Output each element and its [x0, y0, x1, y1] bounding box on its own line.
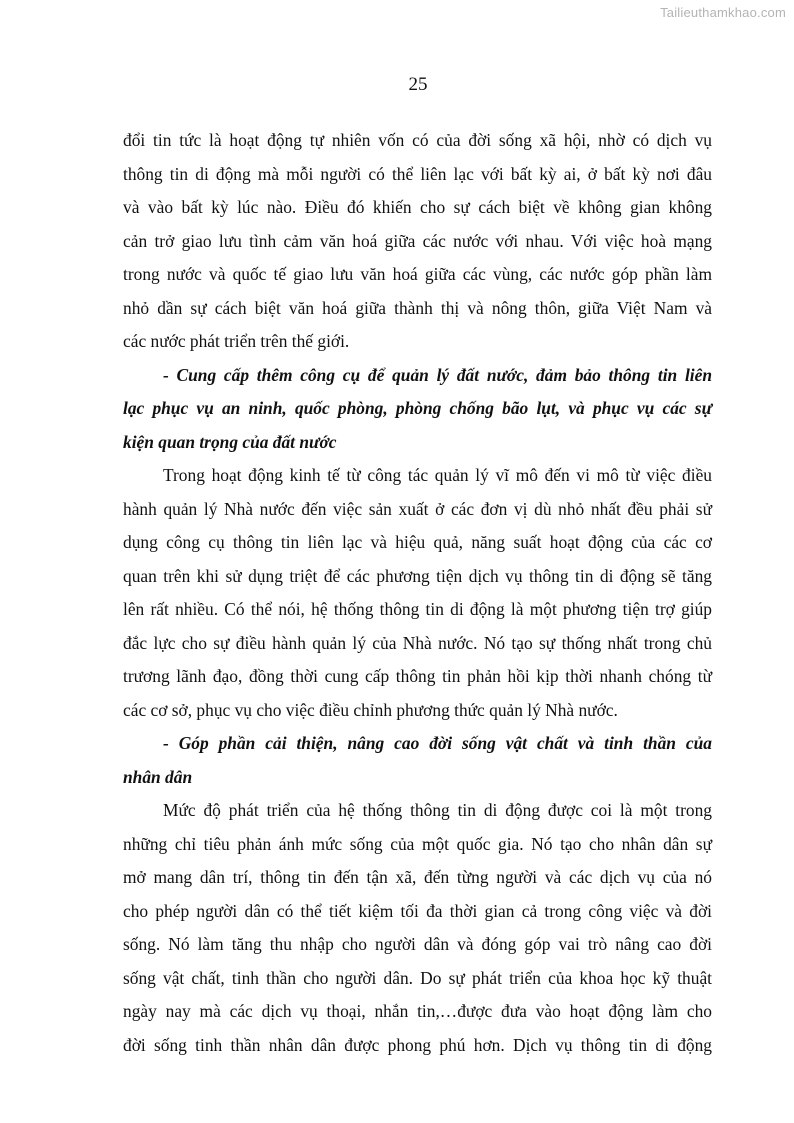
text-line: lạc phục vụ an ninh, quốc phòng, phòng chống bão lụt, và phục vụ các sự — [123, 398, 712, 418]
text-line: mở mang dân trí, thông tin đến tận xã, đến từng người và các dịch vụ của nó — [123, 867, 712, 887]
text-line: kiện quan trọng của đất nước — [123, 431, 337, 452]
text-line: đời sống tinh thần nhân dân được phong phú hơn. Dịch vụ thông tin di động — [123, 1034, 712, 1055]
text-line: và vào bất kỳ lúc nào. Điều đó khiến cho sự cách biệt về không gian không — [123, 197, 712, 217]
text-line: các cơ sở, phục vụ cho việc điều chỉnh phương thức quản lý Nhà nước. — [123, 699, 618, 720]
text-line: các nước phát triển trên thế giới. — [123, 331, 350, 351]
document-body — [123, 124, 712, 1062]
text-line: - Góp phần cải thiện, nâng cao đời sống vật chất và tinh thần của — [163, 733, 712, 753]
text-line: trương lãnh đạo, đồng thời cung cấp thông tin phản hồi kịp thời nhanh chóng từ — [123, 666, 712, 686]
paragraph — [123, 794, 712, 1062]
watermark: Tailieuthamkhao.com — [660, 5, 786, 20]
text-line: dụng công cụ thông tin liên lạc và hiệu quả, năng suất hoạt động của các cơ — [123, 532, 712, 552]
text-line: ngày nay mà các dịch vụ thoại, nhắn tin,…được đưa vào hoạt động làm cho — [123, 1001, 712, 1021]
text-line: sống. Nó làm tăng thu nhập cho người dân và đóng góp vai trò nâng cao đời — [123, 934, 712, 954]
text-line: cho phép người dân có thể tiết kiệm tối đa thời gian cả trong công việc và đời — [123, 900, 712, 921]
text-line: sống vật chất, tinh thần cho người dân. Do sự phát triển của khoa học kỹ thuật — [123, 967, 712, 988]
text-line: - Cung cấp thêm công cụ để quản lý đất nước, đảm bảo thông tin liên — [163, 364, 712, 385]
text-line: đắc lực cho sự điều hành quản lý của Nhà nước. Nó tạo sự thống nhất trong chủ — [123, 632, 712, 653]
paragraph — [123, 124, 712, 359]
text-line: quan trên khi sử dụng triệt để các phương tiện dịch vụ thông tin di động sẽ tăng — [123, 565, 712, 586]
paragraph — [123, 459, 712, 727]
text-line: đổi tin tức là hoạt động tự nhiên vốn có của đời sống xã hội, nhờ có dịch vụ — [123, 130, 712, 150]
text-line: hành quản lý Nhà nước đến việc sản xuất ở các đơn vị dù nhỏ nhất đều phải sử — [123, 498, 712, 519]
page-number: 25 — [408, 74, 428, 95]
text-line: nhân dân — [123, 766, 193, 787]
text-line: Trong hoạt động kinh tế từ công tác quản lý vĩ mô đến vi mô từ việc điều — [163, 465, 712, 485]
text-line: những chỉ tiêu phản ánh mức sống của một quốc gia. Nó tạo cho nhân dân sự — [123, 833, 712, 854]
text-line: cản trở giao lưu tình cảm văn hoá giữa các nước với nhau. Với việc hoà mạng — [123, 230, 712, 251]
text-line: Mức độ phát triển của hệ thống thông tin di động được coi là một trong — [163, 800, 712, 820]
text-line: nhỏ dần sự cách biệt văn hoá giữa thành thị và nông thôn, giữa Việt Nam và — [123, 297, 712, 318]
text-line: thông tin di động mà mỗi người có thể liên lạc với bất kỳ ai, ở bất kỳ nơi đâu — [123, 163, 712, 184]
text-line: lên rất nhiều. Có thể nói, hệ thống thông tin di động là một phương tiện trợ giúp — [123, 599, 712, 619]
section-heading — [123, 359, 712, 460]
section-heading — [123, 727, 712, 794]
text-line: trong nước và quốc tế giao lưu văn hoá giữa các vùng, các nước góp phần làm — [123, 264, 712, 284]
